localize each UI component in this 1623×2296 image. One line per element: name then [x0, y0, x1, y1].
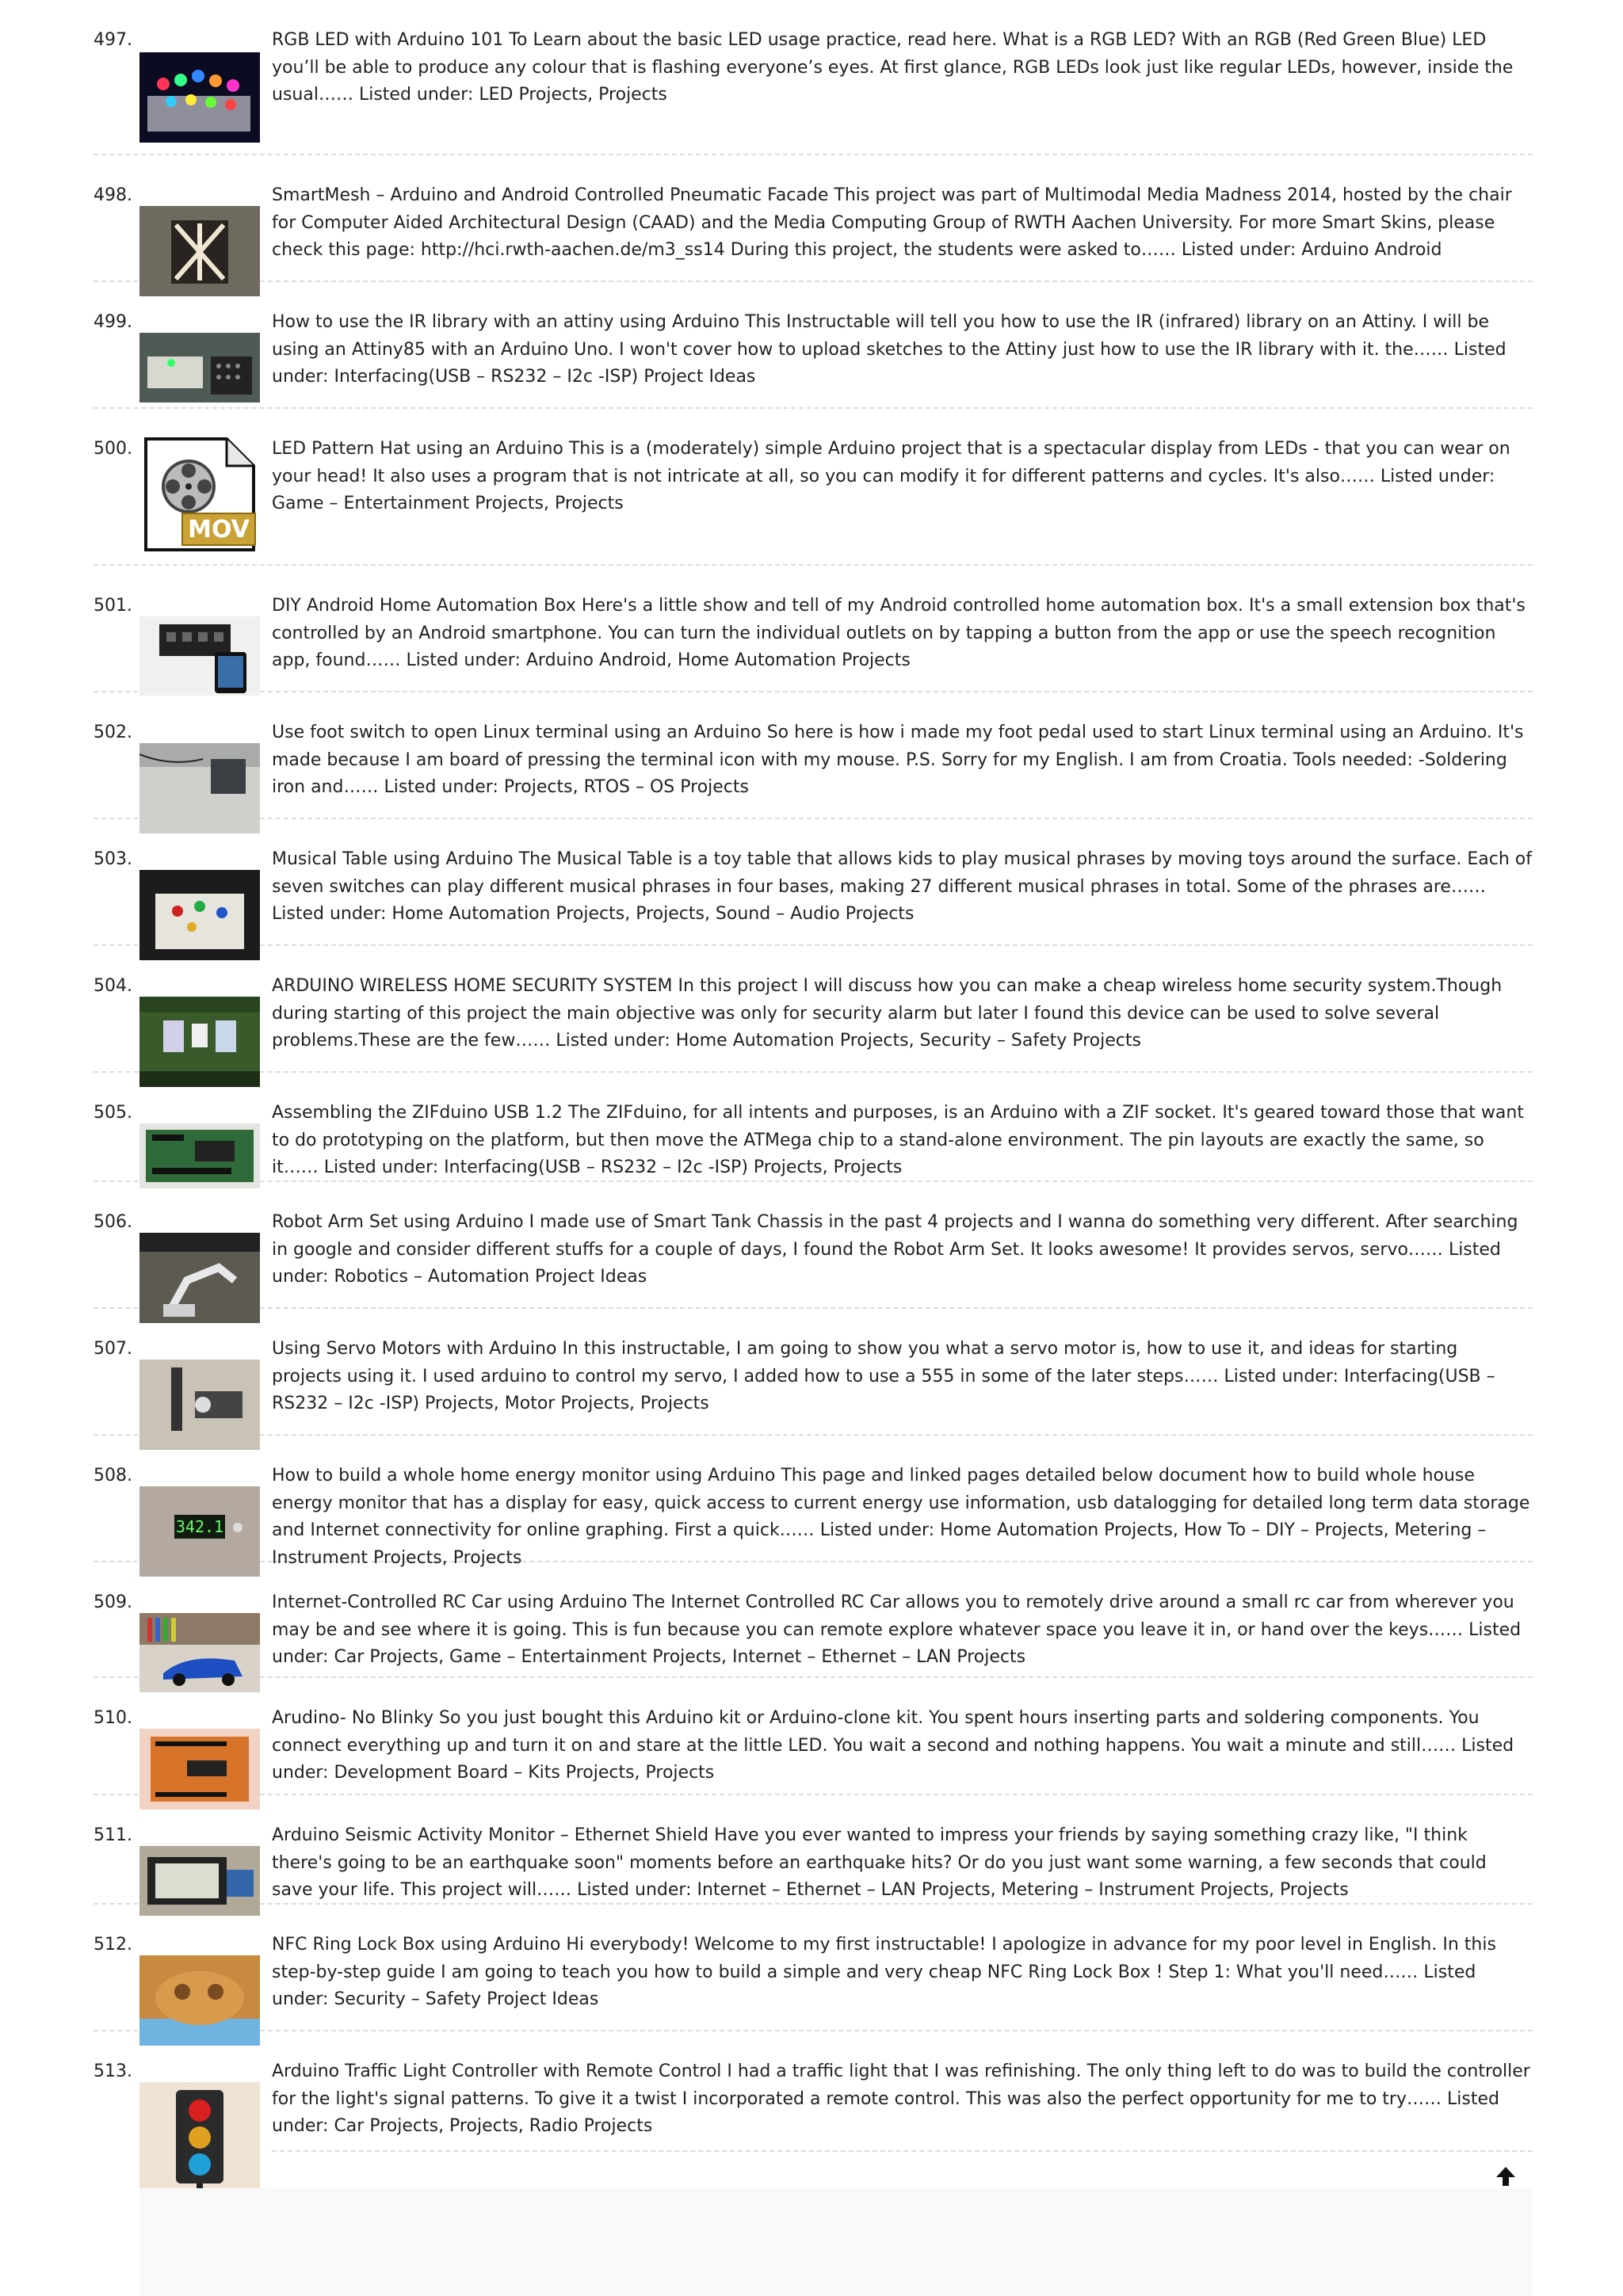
item-title-link[interactable]: NFC Ring Lock Box using Arduino — [272, 1935, 561, 1955]
item-excerpt: Have you ever wanted to impress your friends by saying something crazy like, "I think there's going to be an earthquake soon" moments before an earthquake hits? Or do you just want some warning, a few seconds that could save your life. This project will…… — [272, 1825, 1487, 1900]
item-number: 507. — [94, 1339, 132, 1359]
list-item — [94, 840, 1533, 946]
item-categories: Listed under: Arduino Android — [1181, 240, 1442, 260]
item-excerpt: This page and linked pages detailed below document how to build whole house energy monitor that has a display for easy, quick access to current energy use information, usb datalogging for detailed long term data storage and Internet connectivity for online graphing. First a quick…… — [272, 1466, 1530, 1540]
list-item — [94, 1456, 1533, 1568]
item-categories: Listed under: Car Projects, Game – Entertainment Projects, Internet – Ethernet – LAN Projects — [272, 1619, 1522, 1667]
arrow-up-icon[interactable] — [1494, 2164, 1518, 2188]
item-categories: Listed under: Arduino Android, Home Automation Projects — [406, 650, 911, 670]
item-categories: Listed under: Game – Entertainment Projects, Projects — [272, 466, 1495, 513]
item-title-link[interactable]: Musical Table using Arduino — [272, 849, 514, 869]
item-title-link[interactable]: Arduino Traffic Light Controller with Remote Control — [272, 2061, 722, 2081]
item-description — [272, 1093, 1533, 1182]
item-title-link[interactable]: Use foot switch to open Linux terminal using an Arduino — [272, 723, 762, 742]
item-number: 508. — [94, 1466, 132, 1486]
item-number: 505. — [94, 1103, 132, 1123]
item-number: 513. — [94, 2061, 132, 2081]
item-excerpt: In this instructable, I am going to show you what a servo motor is, how to use it, and ideas for starting projects using it. I used arduino to control my servo, I added how to use a 555 in some of the later steps…… — [272, 1339, 1458, 1386]
item-description — [272, 713, 1533, 802]
item-description — [272, 176, 1533, 265]
list-item — [94, 303, 1533, 409]
pneumatic-facade-thumbnail[interactable] — [139, 206, 260, 296]
item-categories: Listed under: Home Automation Projects, How To – DIY – Projects, Metering – Instrument Projects, Projects — [272, 1520, 1487, 1568]
item-number: 512. — [94, 1935, 132, 1955]
list-item — [94, 429, 1533, 566]
item-description — [272, 2052, 1533, 2141]
item-title-link[interactable]: Assembling the ZIFduino USB 1.2 — [272, 1103, 563, 1123]
item-number: 497. — [94, 30, 132, 50]
list-item — [94, 713, 1533, 819]
security-system-thumbnail[interactable] — [139, 997, 260, 1087]
list-item — [94, 1925, 1533, 2031]
item-excerpt: So here is how i made my foot pedal used to start Linux terminal using an Arduino. It's made because I am board of pressing the terminal icon with my mouse. P.S. Sorry for my English. I am from Croatia. Tools needed: -Soldering iron and…… — [272, 723, 1524, 797]
item-title-link[interactable]: How to build a whole home energy monitor using Arduino — [272, 1466, 776, 1486]
footer-strip — [139, 2188, 1533, 2296]
item-excerpt: The Internet Controlled RC Car allows you to remotely drive around a small rc car from wherever you may be and see where it is going. This is fun because you can remote explore whatever space you leave it in, or hand over the keys…… — [272, 1592, 1514, 1640]
item-description — [272, 1699, 1533, 1787]
item-title-link[interactable]: Robot Arm Set using Arduino — [272, 1212, 524, 1232]
list-item — [94, 21, 1533, 155]
item-description — [272, 1583, 1533, 1672]
list-item — [94, 1093, 1533, 1182]
item-categories: Listed under: Security – Safety Project Ideas — [272, 1962, 1476, 2009]
item-description — [272, 1456, 1533, 1572]
item-description — [272, 429, 1533, 518]
item-title-link[interactable]: Arudino- No Blinky — [272, 1708, 434, 1728]
item-description — [272, 1925, 1533, 2014]
robot-arm-thumbnail[interactable] — [139, 1233, 260, 1323]
seismic-monitor-thumbnail[interactable] — [139, 1846, 260, 1916]
item-excerpt: So you just bought this Arduino kit or Arduino-clone kit. You spent hours inserting parts and soldering components. You connect everything up and turn it on and stare at the little LED. You wait a second and nothing happens. You wait a minute and still…… — [272, 1708, 1480, 1756]
item-number: 510. — [94, 1708, 132, 1728]
item-excerpt: This is a (moderately) simple Arduino project that is a spectacular display from LEDs - that you can wear on your head! It also uses a program that is not intricate at all, so you can modify it for different patterns and cycles. It's also…… — [272, 439, 1510, 486]
item-title-link[interactable]: Arduino Seismic Activity Monitor – Ethernet Shield — [272, 1825, 709, 1845]
rc-car-thumbnail[interactable] — [139, 1613, 260, 1692]
mov-file-thumbnail[interactable] — [139, 434, 260, 555]
item-title-link[interactable]: Internet-Controlled RC Car using Arduino — [272, 1592, 628, 1612]
item-number: 504. — [94, 976, 132, 996]
list-item — [94, 1329, 1533, 1436]
item-categories: Listed under: Home Automation Projects, Security – Safety Projects — [556, 1031, 1141, 1051]
item-number: 499. — [94, 312, 132, 332]
mov-label: MOV — [188, 516, 250, 543]
item-description — [272, 840, 1533, 929]
item-excerpt: The Musical Table is a toy table that allows kids to play musical phrases by moving toys around the surface. Each of seven switches can play different musical phrases in four bases, making 27 different musical phrases in total. Some of the phrases are…… — [272, 849, 1532, 897]
led-cube-thumbnail[interactable] — [139, 52, 260, 143]
item-number: 506. — [94, 1212, 132, 1232]
project-list — [94, 21, 1533, 2288]
item-description — [272, 1203, 1533, 1291]
list-item — [94, 1583, 1533, 1678]
item-categories: Listed under: Development Board – Kits Projects, Projects — [272, 1735, 1514, 1783]
item-excerpt: This Instructable will tell you how to use the IR (infrared) library on an Attiny. I will be using an Attiny85 with an Arduino Uno. I won't cover how to upload sketches to the Attiny just how to use the IR library with it. the…… — [272, 312, 1490, 360]
item-categories: Listed under: Home Automation Projects, Projects, Sound – Audio Projects — [272, 904, 915, 924]
musical-table-thumbnail[interactable] — [139, 870, 260, 960]
list-item — [94, 967, 1533, 1073]
list-item — [94, 1699, 1533, 1795]
item-title-link[interactable]: SmartMesh – Arduino and Android Controlled Pneumatic Facade — [272, 185, 829, 205]
item-description — [272, 1329, 1533, 1418]
item-number: 503. — [94, 849, 132, 869]
item-title-link[interactable]: LED Pattern Hat using an Arduino — [272, 439, 563, 459]
item-number: 509. — [94, 1592, 132, 1612]
item-categories: Listed under: Internet – Ethernet – LAN Projects, Metering – Instrument Projects, Projects — [577, 1880, 1349, 1900]
item-excerpt: This project was part of Multimodal Media Madness 2014, hosted by the chair for Computer Aided Architectural Design (CAAD) and the Media Computing Group of RWTH Aachen University. For more Smart Skins, please check this page: http://hci.rwth-aachen.de/m3_ss14 During this project, the students were asked to…… — [272, 185, 1512, 260]
item-title-link[interactable]: DIY Android Home Automation Box — [272, 596, 576, 616]
item-categories: Listed under: Interfacing(USB – RS232 – I2c -ISP) Projects, Motor Projects, Projects — [272, 1366, 1495, 1413]
list-item — [94, 176, 1533, 282]
item-excerpt: To Learn about the basic LED usage practice, read here. What is a RGB LED? With an RGB (Red Green Blue) LED you’ll be able to produce any colour that is flashing everyone’s eyes. At first glance, RGB LEDs look just like regular LEDs, however, inside the usual…… — [272, 30, 1514, 105]
item-excerpt: I made use of Smart Tank Chassis in the past 4 projects and I wanna do something very different. After searching in google and consider different stuffs for a couple of days, I found the Robot Arm Set. It looks awesome! It provides servos, servo…… — [272, 1212, 1518, 1260]
item-title-link[interactable]: Using Servo Motors with Arduino — [272, 1339, 557, 1359]
item-categories: Listed under: Projects, RTOS – OS Projects — [384, 777, 749, 797]
item-excerpt: The ZIFduino, for all intents and purposes, is an Arduino with a ZIF socket. It's geared toward those that want to do prototyping on the platform, but then move the ATMega chip to a stand-alone environment. The pin layouts are exactly the same, so it…… — [272, 1103, 1524, 1177]
item-excerpt: In this project I will discuss how you can make a cheap wireless home security system.Though during starting of this project the main objective was only for security alarm but later I found this device can be used to solve several problems.These are the few…… — [272, 976, 1503, 1051]
item-categories: Listed under: Interfacing(USB – RS232 – I2c -ISP) Project Ideas — [272, 339, 1507, 387]
item-categories: Listed under: Interfacing(USB – RS232 – I2c -ISP) Projects, Projects — [323, 1158, 903, 1177]
item-excerpt: I had a traffic light that I was refinishing. The only thing left to do was to build the controller for the light's signal patterns. To give it a twist I incorporated a remote control. This was also the perfect opportunity for me to try…… — [272, 2061, 1530, 2109]
item-number: 498. — [94, 185, 132, 205]
zifduino-thumbnail[interactable] — [139, 1123, 260, 1188]
display-reading: 342.1 — [175, 1517, 224, 1536]
item-description — [272, 303, 1533, 391]
item-number: 502. — [94, 723, 132, 742]
item-description — [272, 21, 1533, 109]
item-title-link[interactable]: ARDUINO WIRELESS HOME SECURITY SYSTEM — [272, 976, 673, 996]
item-categories: Listed under: LED Projects, Projects — [358, 85, 667, 105]
list-item — [94, 586, 1533, 692]
servo-motor-thumbnail[interactable] — [139, 1360, 260, 1450]
item-number: 501. — [94, 596, 132, 616]
item-description — [272, 967, 1533, 1055]
item-excerpt: Here's a little show and tell of my Android controlled home automation box. It's a small extension box that's controlled by an Android smartphone. You can turn the individual outlets on by tapping a button from the app or use the speech recognition app, found…… — [272, 596, 1526, 670]
energy-monitor-thumbnail[interactable] — [139, 1486, 260, 1577]
ir-attiny-thumbnail[interactable] — [139, 333, 260, 402]
foot-switch-thumbnail[interactable] — [139, 743, 260, 833]
android-home-box-thumbnail[interactable] — [139, 616, 260, 696]
item-title-link[interactable]: RGB LED with Arduino 101 — [272, 30, 504, 50]
item-categories: Listed under: Robotics – Automation Project Ideas — [272, 1239, 1501, 1287]
item-title-link[interactable]: How to use the IR library with an attiny using Arduino — [272, 312, 740, 332]
item-number: 500. — [94, 439, 132, 459]
item-number: 511. — [94, 1825, 132, 1845]
item-description — [272, 586, 1533, 675]
list-item — [94, 1203, 1533, 1309]
divider — [272, 2150, 1533, 2152]
item-categories: Listed under: Car Projects, Projects, Radio Projects — [272, 2088, 1499, 2136]
arduino-board-thumbnail[interactable] — [139, 1729, 260, 1810]
item-description — [272, 1816, 1533, 1905]
list-item — [94, 1816, 1533, 1905]
nfc-lock-box-thumbnail[interactable] — [139, 1955, 260, 2046]
item-excerpt: Hi everybody! Welcome to my first instructable! I apologize in advance for my poor level in English. In this step-by-step guide I am going to teach you how to build a simple and very cheap NFC Ring Lock Box ! Step 1: What you'll need…… — [272, 1935, 1496, 1982]
